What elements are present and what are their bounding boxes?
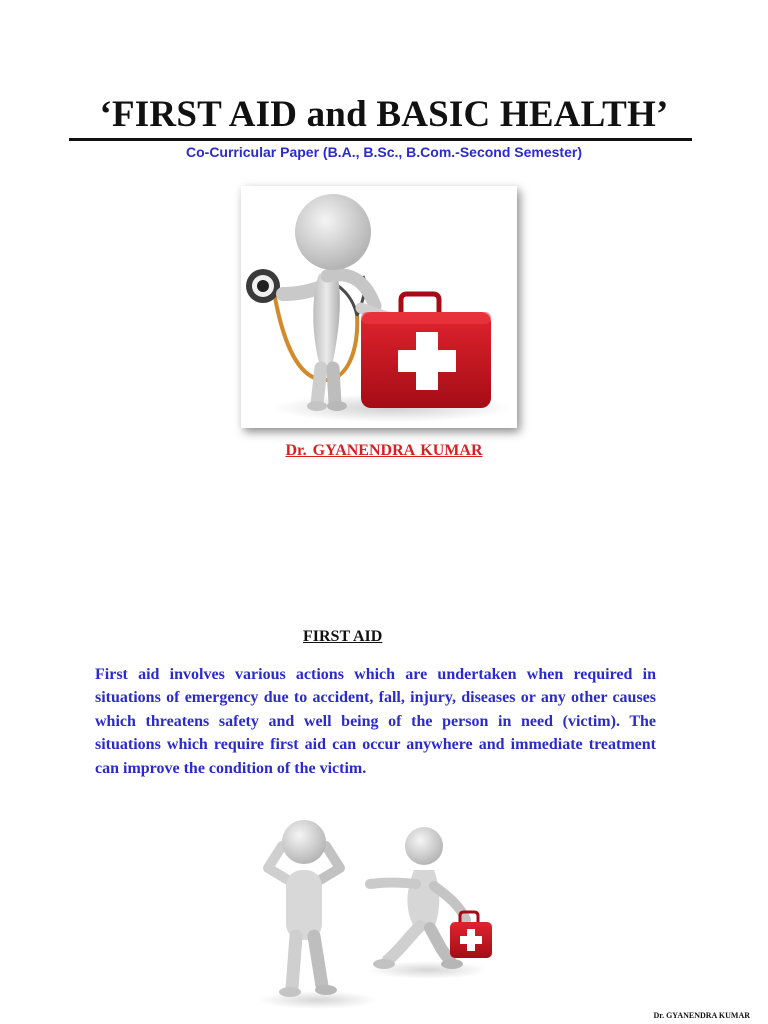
doctor-with-kit-icon	[241, 186, 517, 428]
title-underline	[69, 138, 692, 141]
page-subtitle: Co-Curricular Paper (B.A., B.Sc., B.Com.-Second Semester)	[186, 144, 582, 160]
page-title: ‘FIRST AID and BASIC HEALTH’	[99, 94, 669, 135]
section-heading: FIRST AID	[303, 628, 383, 645]
cover-illustration	[241, 186, 517, 428]
footer-author: Dr. GYANENDRA KUMAR	[653, 1011, 750, 1020]
rescue-illustration	[238, 810, 514, 1015]
section-body-text: First aid involves various actions which are undertaken when required in situations of emergency due to accident, fall, injury, diseases or any other causes which threatens safety and well being of the person in need (victim). The situations which require first aid can occur anywhere and immediate treatment can improve the condition of the victim.	[95, 666, 656, 777]
author-name: Dr. GYANENDRA KUMAR	[285, 442, 483, 459]
victim-and-rescuer-icon	[238, 810, 514, 1015]
